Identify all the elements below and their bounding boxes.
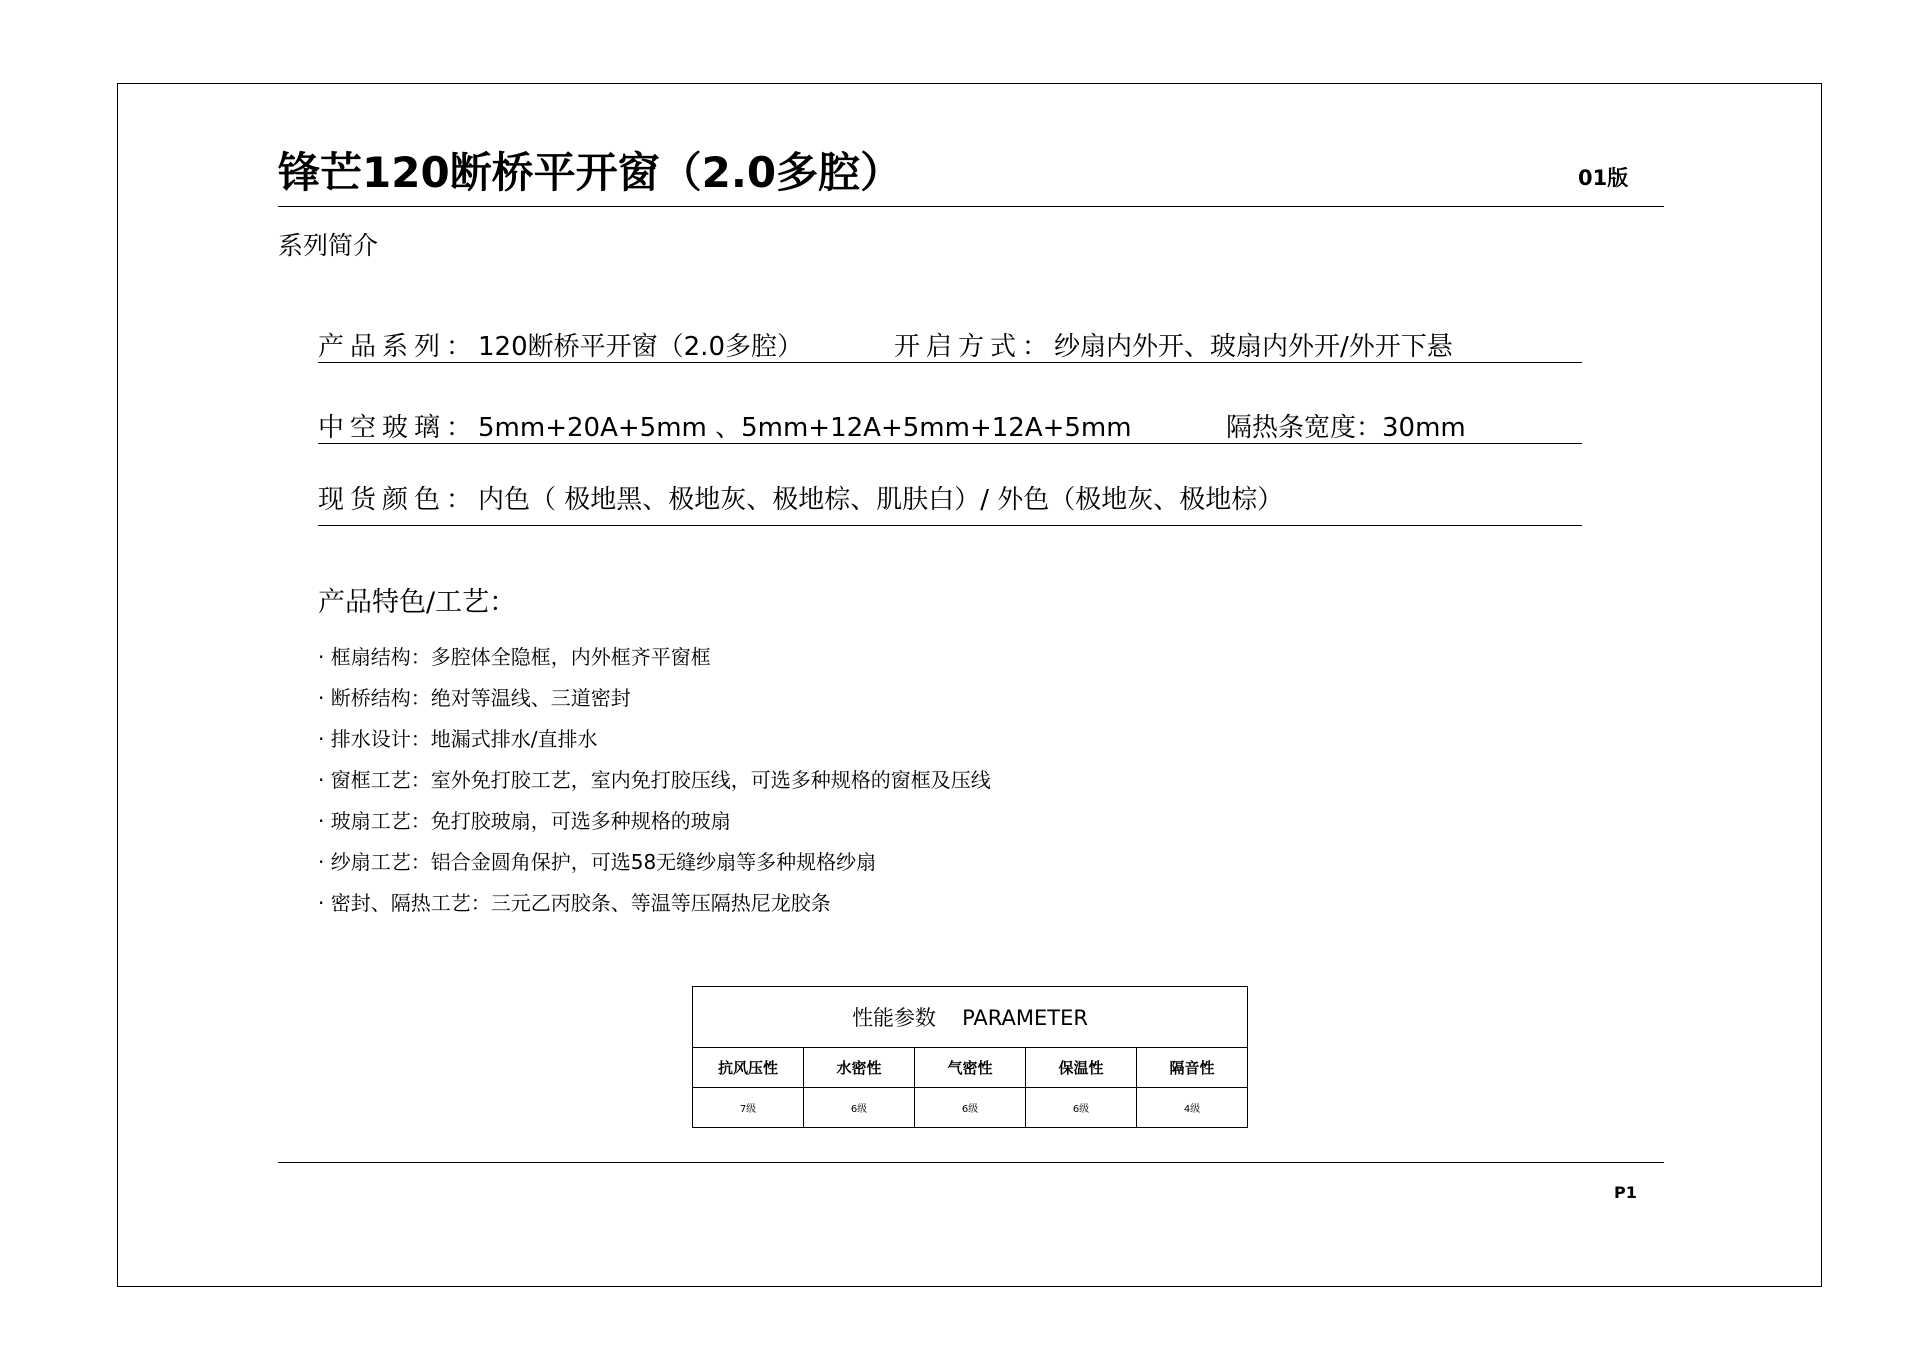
feature-item: · 框扇结构：多腔体全隐框，内外框齐平窗框 — [318, 645, 711, 669]
feature-item: · 纱扇工艺：铝合金圆角保护，可选58无缝纱扇等多种规格纱扇 — [318, 850, 877, 874]
parameter-table-header — [693, 987, 1248, 1048]
strip-value: 30mm — [1382, 413, 1466, 443]
glass-value: 5mm+20A+5mm 、5mm+12A+5mm+12A+5mm — [478, 413, 1132, 443]
glass-label: 中空玻璃： — [318, 413, 479, 443]
column-water-tightness: 水密性 — [804, 1048, 915, 1088]
column-wind-pressure: 抗风压性 — [693, 1048, 804, 1088]
features-heading: 产品特色/工艺： — [318, 587, 517, 618]
feature-item: · 断桥结构：绝对等温线、三道密封 — [318, 686, 631, 710]
series-field — [318, 326, 803, 363]
opening-label: 开启方式： — [894, 332, 1055, 362]
parameter-title-en: PARAMETER — [962, 1006, 1088, 1030]
title-divider — [278, 206, 1664, 207]
strip-label: 隔热条宽度： — [1226, 413, 1383, 443]
color-label: 现货颜色： — [318, 485, 479, 515]
feature-item: · 窗框工艺：室外免打胶工艺，室内免打胶压线，可选多种规格的窗框及压线 — [318, 768, 991, 792]
version-label: 01版 — [1578, 166, 1629, 190]
feature-item: · 排水设计：地漏式排水/直排水 — [318, 727, 598, 751]
series-label: 产品系列： — [318, 332, 479, 362]
glass-field — [318, 407, 1132, 444]
value-water-tightness: 6级 — [804, 1088, 915, 1128]
page-title: 锋芒120断桥平开窗（2.0多腔） — [278, 148, 903, 197]
info-divider-1 — [318, 362, 1582, 363]
color-value: 内色（ 极地黑、极地灰、极地棕、肌肤白）/ 外色（极地灰、极地棕） — [478, 485, 1284, 515]
parameter-title — [693, 987, 1248, 1048]
value-sound-insulation: 4级 — [1137, 1088, 1248, 1128]
parameter-column-row — [693, 1048, 1248, 1088]
opening-field — [894, 326, 1453, 363]
info-divider-2 — [318, 443, 1582, 444]
opening-value: 纱扇内外开、玻扇内外开/外开下悬 — [1054, 332, 1453, 362]
footer-divider — [278, 1162, 1664, 1163]
parameter-table — [692, 986, 1248, 1128]
column-air-tightness: 气密性 — [915, 1048, 1026, 1088]
color-field — [318, 479, 1283, 516]
feature-item: · 密封、隔热工艺：三元乙丙胶条、等温等压隔热尼龙胶条 — [318, 891, 831, 915]
section-subtitle: 系列简介 — [278, 231, 379, 260]
parameter-title-cn: 性能参数 — [852, 1006, 937, 1030]
series-value: 120断桥平开窗（2.0多腔） — [478, 332, 803, 362]
value-air-tightness: 6级 — [915, 1088, 1026, 1128]
strip-field — [1226, 407, 1466, 444]
info-divider-3 — [318, 525, 1582, 526]
page-number: P1 — [1614, 1183, 1637, 1202]
parameter-value-row — [693, 1088, 1248, 1128]
column-sound-insulation: 隔音性 — [1137, 1048, 1248, 1088]
column-insulation: 保温性 — [1026, 1048, 1137, 1088]
value-insulation: 6级 — [1026, 1088, 1137, 1128]
feature-item: · 玻扇工艺：免打胶玻扇，可选多种规格的玻扇 — [318, 809, 731, 833]
value-wind-pressure: 7级 — [693, 1088, 804, 1128]
